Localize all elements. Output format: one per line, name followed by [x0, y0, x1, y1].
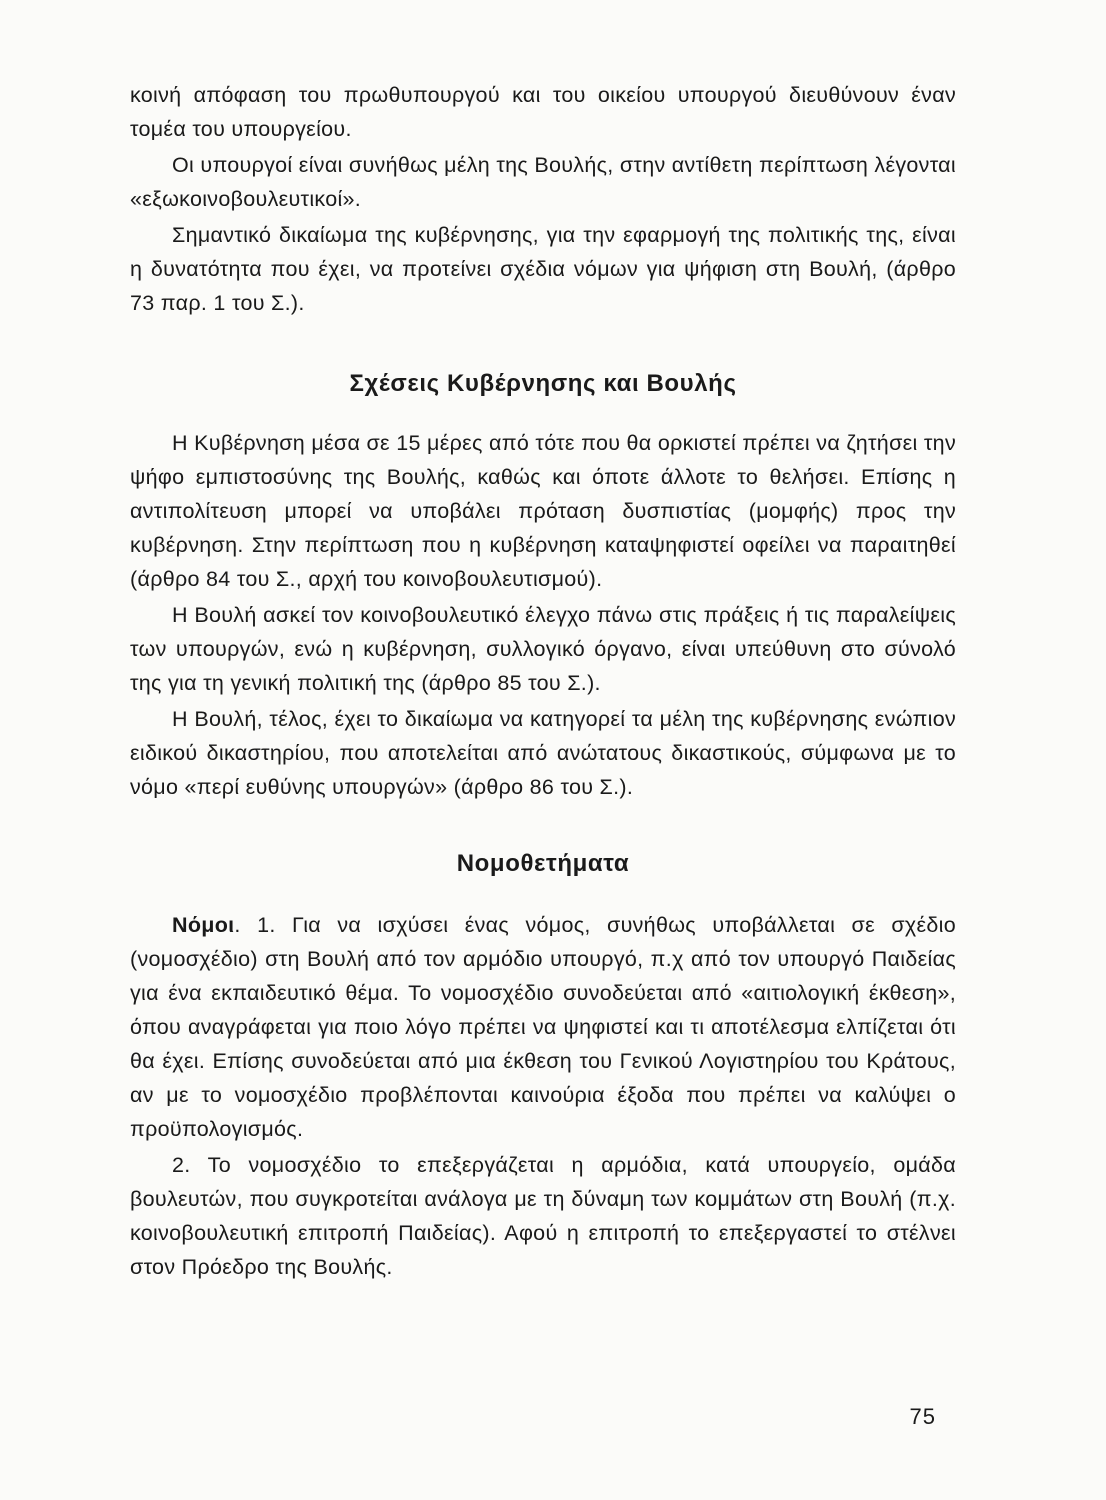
laws-paragraph-1 — [130, 908, 956, 1146]
section-heading-legislation: Νομοθετήματα — [456, 850, 630, 877]
relations-paragraph-1: Η Κυβέρνηση μέσα σε 15 μέρες από τότε που θα ορκιστεί πρέπει να ζητήσει την ψήφο εμπιστοσύνης της Βουλής, καθώς και όποτε άλλοτε το θελήσει. Επίσης η αντιπολίτευση μπορεί να υποβάλει πρόταση δυσπιστίας (μομφής) προς την κυβέρνηση. Στην περίπτωση που η κυβέρνηση καταψηφιστεί οφείλει να παραιτηθεί (άρθρο 84 του Σ., αρχή του κοινοβουλευτισμού). — [130, 431, 956, 591]
intro-paragraph-1: κοινή απόφαση του πρωθυπουργού και του οικείου υπουργού διευθύνουν έναν τομέα του υπουργείου. — [130, 83, 956, 141]
laws-paragraph-1-text: . 1. Για να ισχύσει ένας νόμος, συνήθως υποβάλλεται σε σχέδιο (νομοσχέδιο) στη Βουλή από τον αρμόδιο υπουργό, π.χ από τον υπουργό Παιδείας για ένα εκπαιδευτικό θέμα. Το νομοσχέδιο συνοδεύεται από «αιτιολογική έκθεση», όπου αναγράφεται για ποιο λόγο πρέπει να ψηφιστεί και τι αποτέλεσμα ελπίζεται ότι θα έχει. Επίσης συνοδεύεται από μια έκθεση του Γενικού Λογιστηρίου του Κράτους, αν με το νομοσχέδιο προβλέπονται καινούρια έξοδα που πρέπει να καλύψει ο προϋπολογισμός. — [130, 913, 956, 1141]
relations-paragraph-3: Η Βουλή, τέλος, έχει το δικαίωμα να κατηγορεί τα μέλη της κυβέρνησης ενώπιον ειδικού δικαστηρίου, που αποτελείται από ανώτατους δικαστικούς, σύμφωνα με το νόμο «περί ευθύνης υπουργών» (άρθρο 86 του Σ.). — [130, 707, 956, 799]
laws-paragraph-2: 2. Το νομοσχέδιο το επεξεργάζεται η αρμόδια, κατά υπουργείο, ομάδα βουλευτών, που συγκροτείται ανάλογα με τη δύναμη των κομμάτων στη Βουλή (π.χ. κοινοβουλευτική επιτροπή Παιδείας). Αφού η επιτροπή το επεξεργαστεί το στέλνει στον Πρόεδρο της Βουλής. — [130, 1153, 956, 1279]
page-number: 75 — [909, 1404, 936, 1429]
intro-paragraph-2: Οι υπουργοί είναι συνήθως μέλη της Βουλής, στην αντίθετη περίπτωση λέγονται «εξωκοινοβουλευτικοί». — [130, 153, 956, 211]
intro-paragraph-3: Σημαντικό δικαίωμα της κυβέρνησης, για την εφαρμογή της πολιτικής της, είναι η δυνατότητα που έχει, να προτείνει σχέδια νόμων για ψήφιση στη Βουλή, (άρθρο 73 παρ. 1 του Σ.). — [130, 223, 956, 315]
relations-paragraph-2: Η Βουλή ασκεί τον κοινοβουλευτικό έλεγχο πάνω στις πράξεις ή τις παραλείψεις των υπουργών, ενώ η κυβέρνηση, συλλογικό όργανο, είναι υπεύθυνη στο σύνολό της για τη γενική πολιτική της (άρθρο 85 του Σ.). — [130, 603, 956, 695]
laws-lead-term: Νόμοι — [172, 913, 235, 937]
section-heading-relations: Σχέσεις Κυβέρνησης και Βουλής — [349, 370, 737, 397]
